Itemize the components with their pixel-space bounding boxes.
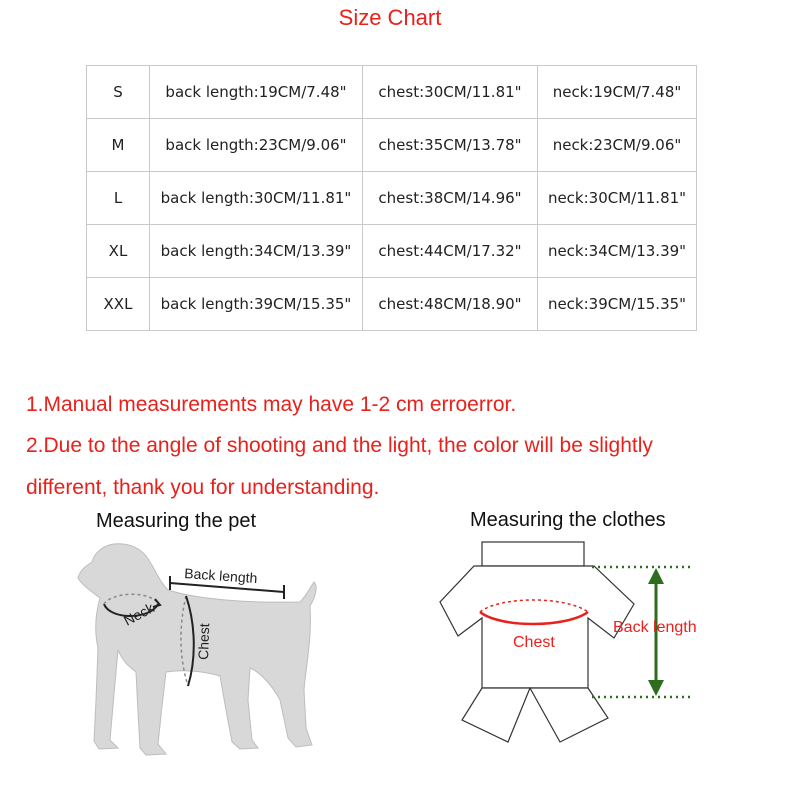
chest-label-clothes: Chest xyxy=(513,634,555,651)
note-line-1: 1.Manual measurements may have 1-2 cm erroerror. xyxy=(26,393,517,416)
note-line-3: different, thank you for understanding. xyxy=(26,476,380,499)
neck-cell: neck:34CM/13.39" xyxy=(538,225,697,278)
garment-collar xyxy=(482,542,584,566)
neck-cell: neck:23CM/9.06" xyxy=(538,119,697,172)
garment-body xyxy=(440,566,634,688)
size-cell: XXL xyxy=(87,278,150,331)
chest-cell: chest:48CM/18.90" xyxy=(363,278,538,331)
neck-cell: neck:19CM/7.48" xyxy=(538,66,697,119)
neck-cell: neck:39CM/15.35" xyxy=(538,278,697,331)
chest-cell: chest:44CM/17.32" xyxy=(363,225,538,278)
pet-diagram-title: Measuring the pet xyxy=(96,510,257,532)
chest-cell: chest:38CM/14.96" xyxy=(363,172,538,225)
back-length-cell: back length:30CM/11.81" xyxy=(150,172,363,225)
chest-cell: chest:30CM/11.81" xyxy=(363,66,538,119)
size-chart-title: Size Chart xyxy=(338,5,442,30)
back-length-cell: back length:23CM/9.06" xyxy=(150,119,363,172)
clothes-diagram-title: Measuring the clothes xyxy=(470,509,666,531)
size-cell: S xyxy=(87,66,150,119)
chest-label-pet: Chest xyxy=(195,622,213,661)
dog-illustration xyxy=(78,544,316,755)
size-cell: M xyxy=(87,119,150,172)
back-length-cell: back length:34CM/13.39" xyxy=(150,225,363,278)
back-length-cell: back length:39CM/15.35" xyxy=(150,278,363,331)
neck-cell: neck:30CM/11.81" xyxy=(538,172,697,225)
back-length-cell: back length:19CM/7.48" xyxy=(150,66,363,119)
back-length-label-pet: Back length xyxy=(183,565,258,587)
back-length-measure-line xyxy=(170,583,284,592)
back-length-label-clothes: Back length xyxy=(613,619,697,636)
size-cell: XL xyxy=(87,225,150,278)
garment-right-leg xyxy=(530,688,608,742)
size-cell: L xyxy=(87,172,150,225)
chest-cell: chest:35CM/13.78" xyxy=(363,119,538,172)
neck-label: Neck xyxy=(120,599,157,629)
note-line-2: 2.Due to the angle of shooting and the light, the color will be slightly xyxy=(26,434,653,457)
garment-left-leg xyxy=(462,688,530,742)
